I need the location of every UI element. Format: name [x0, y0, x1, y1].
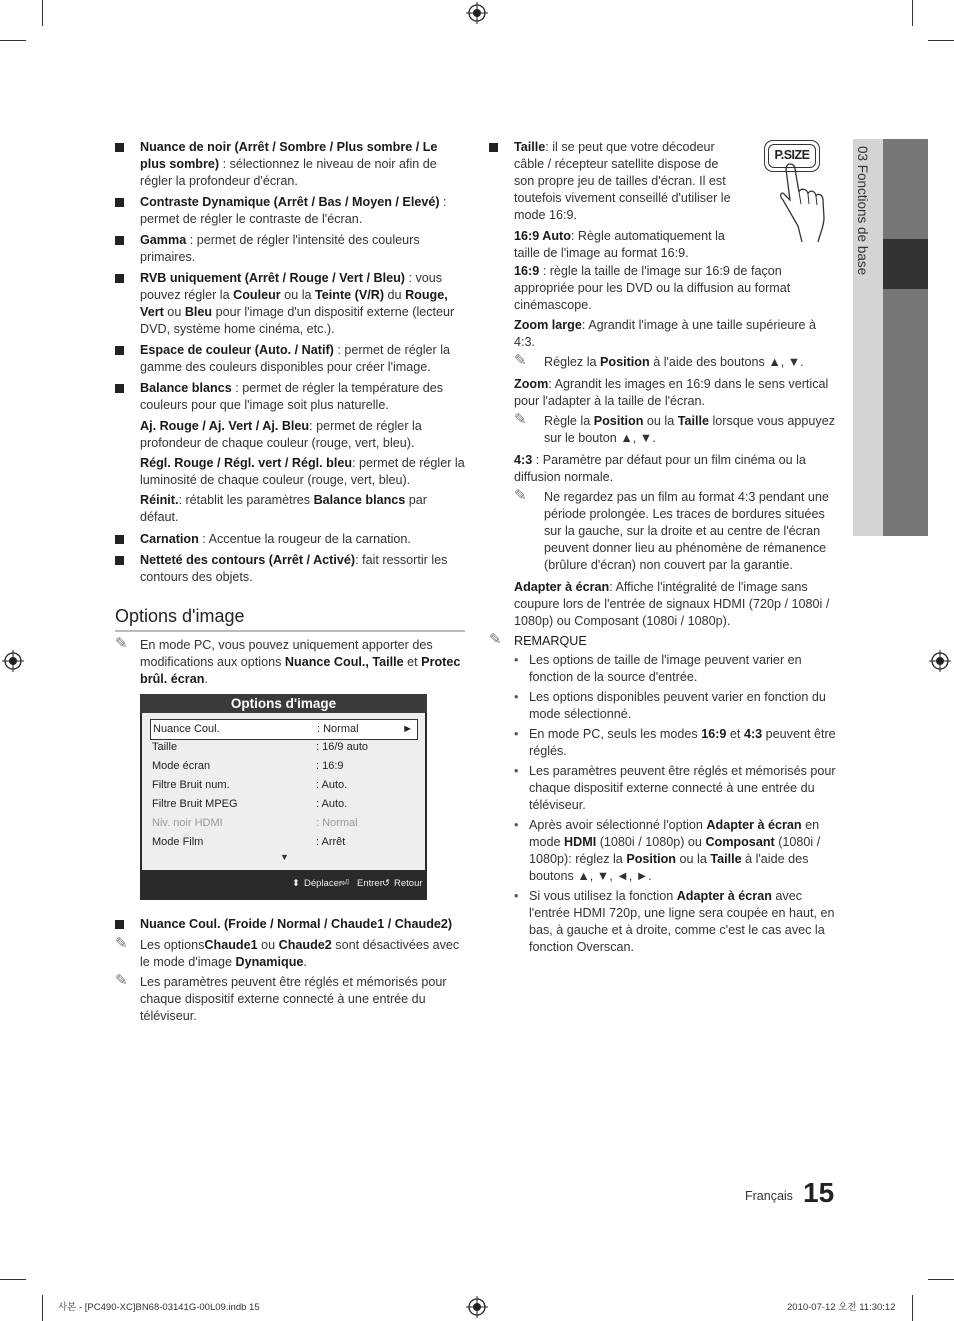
osd-row-value: : Auto.: [316, 798, 348, 810]
pencil-note-icon: ✎: [489, 631, 502, 648]
list-item: Carnation : Accentue la rougeur de la carnation.: [115, 531, 465, 548]
osd-row-value: : Auto.: [316, 779, 348, 791]
scroll-down-icon[interactable]: ▼: [280, 852, 289, 862]
enter-icon: ⏎: [341, 878, 349, 889]
note: ✎ Les paramètres peuvent être réglés et mémorisés pour chaque dispositif externe connecté à une entrée du téléviseur.: [115, 972, 447, 1023]
note: ✎ REMARQUE: [489, 631, 587, 648]
note: ✎ Ne regardez pas un film au format 4:3 pendant une période prolongée. Les traces de bordures situées sur la gauche, sur la droite et au centre de l'écran peuvent donner lieu au phénomène de rémanence (brûlure d'écran) non couvert par la garantie.: [514, 487, 829, 572]
arrow-right-icon: ►: [402, 723, 413, 735]
osd-menu-row[interactable]: [152, 795, 422, 814]
page-number: 15: [803, 1177, 835, 1208]
pencil-note-icon: ✎: [115, 635, 128, 652]
osd-menu-row-disabled: [152, 814, 422, 833]
list-item: Espace de couleur (Auto. / Natif) : permet de régler la gamme des couleurs disponibles pour créer l'image.: [115, 342, 465, 376]
pointing-hand-icon: [780, 160, 835, 245]
crop-mark: [928, 40, 954, 41]
osd-row-label: Mode écran: [152, 760, 211, 772]
list-item: RVB uniquement (Arrêt / Rouge / Vert / Bleu) : vous pouvez régler la Couleur ou la Teinte (V/R) du Rouge, Vert ou Bleu pour l'image d'un dispositif externe (lecteur DVD, système home cinéma, etc.).: [115, 270, 465, 338]
osd-row-value: : 16/9 auto: [316, 741, 368, 753]
pencil-note-icon: ✎: [514, 411, 527, 428]
registration-mark-icon: [466, 1296, 488, 1318]
osd-row-value: : Normal: [316, 817, 358, 829]
osd-row-label: Filtre Bruit num.: [152, 779, 230, 791]
osd-row-value: : Arrêt: [316, 836, 346, 848]
list-item: Netteté des contours (Arrêt / Activé): fait ressortir les contours des objets.: [115, 552, 465, 586]
move-icon: ⬍: [292, 878, 300, 889]
note: ✎ Les optionsChaude1 ou Chaude2 sont désactivées avec le mode d'image Dynamique.: [115, 935, 460, 969]
footer-language: Français: [745, 1189, 793, 1203]
osd-menu-footer: [140, 874, 427, 894]
list-item: • En mode PC, seuls les modes 16:9 et 4:3 peuvent être réglés.: [514, 726, 839, 760]
registration-mark-icon: [2, 650, 24, 672]
sub-item: Zoom: Agrandit les images en 16:9 dans le sens vertical pour l'adapter à la taille de l'écran.: [514, 377, 829, 408]
side-tab-bar: [883, 139, 928, 239]
osd-menu-row[interactable]: [152, 833, 422, 852]
note: ✎ Règle la Position ou la Taille lorsque vous appuyez sur le bouton ▲, ▼.: [514, 411, 836, 445]
psize-button-label: P.SIZE: [768, 144, 816, 168]
sub-item: Régl. Rouge / Régl. vert / Régl. bleu: permet de régler la luminosité de chaque couleur (rouge, vert, bleu).: [140, 456, 465, 487]
osd-menu: [140, 694, 427, 900]
list-item: Taille: il se peut que votre décodeur câble / récepteur satellite dispose de son propre jeu de tailles d'écran. Il est toutefois vivement conseillé d'utiliser le mode 16:9.: [489, 139, 739, 224]
osd-menu-row[interactable]: [150, 719, 418, 740]
note: ✎ Réglez la Position à l'aide des boutons ▲, ▼.: [514, 352, 804, 369]
sub-item: Réinit.: rétablit les paramètres Balance blancs par défaut.: [140, 493, 427, 524]
osd-menu-row[interactable]: [152, 738, 422, 757]
sub-item: Zoom large: Agrandit l'image à une taille supérieure à 4:3.: [514, 318, 817, 349]
list-item: • Les options de taille de l'image peuvent varier en fonction de la source d'entrée.: [514, 652, 839, 686]
list-item: Contraste Dynamique (Arrêt / Bas / Moyen / Elevé) : permet de régler le contraste de l'écran.: [115, 194, 465, 228]
print-slug-left: 사본 - [PC490-XC]BN68-03141G-00L09.indb 15: [58, 1302, 260, 1313]
list-item: • Si vous utilisez la fonction Adapter à écran avec l'entrée HDMI 720p, une ligne sera coupée en haut, en bas, à gauche et à droite, comme c'est le cas avec la fonction Overscan.: [514, 888, 839, 956]
crop-mark: [928, 1279, 954, 1280]
registration-mark-icon: [929, 650, 951, 672]
return-icon: ↺: [382, 878, 390, 889]
crop-mark: [912, 1295, 913, 1321]
pencil-note-icon: ✎: [115, 972, 128, 989]
osd-menu-row[interactable]: [152, 776, 422, 795]
nuance-section: [115, 916, 470, 1028]
list-item: • Les paramètres peuvent être réglés et mémorisés pour chaque dispositif externe connecté à une entrée du téléviseur.: [514, 763, 839, 814]
list-item: • Les options disponibles peuvent varier en fonction du mode sélectionné.: [514, 689, 839, 723]
osd-row-label: Taille: [152, 741, 178, 753]
osd-row-label: Filtre Bruit MPEG: [152, 798, 238, 810]
right-column: [489, 263, 839, 959]
list-item: Gamma : permet de régler l'intensité des couleurs primaires.: [115, 232, 465, 266]
osd-row-label: Niv. noir HDMI: [152, 817, 223, 829]
side-tab-bar-active: [883, 239, 928, 289]
sub-item: 4:3 : Paramètre par défaut pour un film cinéma ou la diffusion normale.: [514, 453, 806, 484]
crop-mark: [42, 0, 43, 26]
pc-note: [115, 637, 465, 691]
pencil-note-icon: ✎: [514, 487, 527, 504]
crop-mark: [912, 0, 913, 26]
crop-mark: [0, 40, 26, 41]
list-item: Balance blancs : permet de régler la température des couleurs pour que l'image soit plus naturelle.: [115, 380, 465, 414]
crop-mark: [42, 1295, 43, 1321]
crop-mark: [0, 1279, 26, 1280]
registration-mark-icon: [466, 2, 488, 24]
list-item: Nuance de noir (Arrêt / Sombre / Plus sombre / Le plus sombre) : sélectionnez le niveau de noir afin de régler la profondeur d'écran.: [115, 139, 465, 190]
osd-row-value: : 16:9: [316, 760, 344, 772]
side-tab-chapter-label: 03 Fonctions de base: [855, 146, 870, 276]
footer-return-label: Retour: [394, 878, 423, 889]
pencil-note-icon: ✎: [514, 352, 527, 369]
pencil-note-icon: ✎: [115, 935, 128, 952]
note: ✎ En mode PC, vous pouvez uniquement apporter des modifications aux options Nuance Coul., Taille et Protec brûl. écran.: [115, 635, 461, 686]
osd-row-label: Mode Film: [152, 836, 204, 848]
sub-item: 16:9 Auto: Règle automatiquement la taille de l'image au format 16:9.: [514, 229, 725, 260]
remarks-list: [489, 652, 839, 956]
osd-menu-body: [142, 713, 425, 870]
osd-row-value: : Normal: [317, 723, 359, 735]
side-tab-bar: [883, 289, 928, 536]
sub-item: Adapter à écran: Affiche l'intégralité de l'image sans coupure lors de l'entrée de signaux HDMI (720p / 1080i / 1080p) ou Composant (1080i / 1080p).: [514, 580, 830, 628]
list-item: Nuance Coul. (Froide / Normal / Chaude1 / Chaude2): [115, 916, 470, 933]
sub-item: Aj. Rouge / Aj. Vert / Aj. Bleu: permet de régler la profondeur de chaque couleur (rouge, vert, bleu).: [140, 419, 422, 450]
list-item: • Après avoir sélectionné l'option Adapter à écran en mode HDMI (1080i / 1080p) ou Composant (1080i / 1080p): réglez la Position ou la Taille à l'aide des boutons ▲, ▼, ◄, ►.: [514, 817, 839, 885]
footer-enter-label: Entrer: [357, 878, 383, 889]
print-slug-right: 2010-07-12 오전 11:30:12: [787, 1302, 896, 1313]
sub-item: 16:9 : règle la taille de l'image sur 16:9 de façon appropriée pour les DVD ou la diffusion au format cinémascope.: [514, 264, 791, 312]
section-title: Options d'image: [115, 605, 465, 632]
osd-menu-title: Options d'image: [140, 694, 427, 713]
left-column: [115, 139, 465, 590]
taille-intro: [489, 139, 739, 265]
osd-row-label: Nuance Coul.: [153, 723, 220, 735]
osd-menu-row[interactable]: [152, 757, 422, 776]
footer-move-label: Déplacer: [304, 878, 343, 889]
